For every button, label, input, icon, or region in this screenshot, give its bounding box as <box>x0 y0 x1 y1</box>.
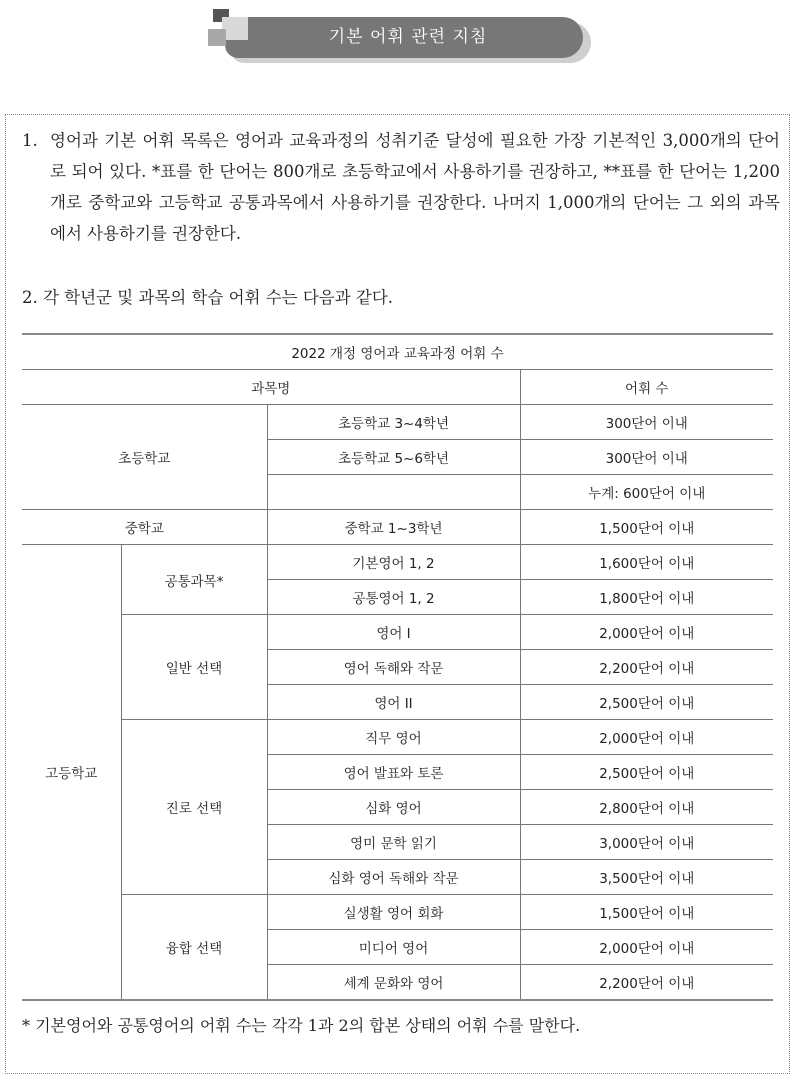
category-middle: 중학교 <box>22 510 267 545</box>
table-header-row <box>22 370 773 405</box>
header-subject: 과목명 <box>22 370 520 405</box>
count-cell: 3,000단어 이내 <box>520 825 773 860</box>
subject-cell: 기본영어 1, 2 <box>267 545 520 580</box>
subject-cell: 초등학교 5~6학년 <box>267 440 520 475</box>
subject-cell: 직무 영어 <box>267 720 520 755</box>
section-banner <box>0 0 800 70</box>
subject-cell: 영어 I <box>267 615 520 650</box>
count-cell: 2,500단어 이내 <box>520 755 773 790</box>
subject-cell: 영미 문학 읽기 <box>267 825 520 860</box>
paragraph-text: 각 학년군 및 과목의 학습 어휘 수는 다음과 같다. <box>43 288 394 307</box>
count-cell: 2,500단어 이내 <box>520 685 773 720</box>
table-title-row <box>22 334 773 370</box>
subject-cell: 실생활 영어 회화 <box>267 895 520 930</box>
table-row <box>22 895 773 930</box>
count-cell: 1,500단어 이내 <box>520 895 773 930</box>
count-cell: 누계: 600단어 이내 <box>520 475 773 510</box>
subject-cell: 세계 문화와 영어 <box>267 965 520 1001</box>
paragraph-number: 2. <box>22 288 38 307</box>
count-cell: 2,200단어 이내 <box>520 965 773 1001</box>
subject-cell: 미디어 영어 <box>267 930 520 965</box>
table-row <box>22 720 773 755</box>
count-cell: 2,200단어 이내 <box>520 650 773 685</box>
category-elementary: 초등학교 <box>22 405 267 510</box>
table-title: 2022 개정 영어과 교육과정 어휘 수 <box>22 334 773 370</box>
group-convergence-elective: 융합 선택 <box>121 895 267 1001</box>
vocabulary-count-table <box>22 333 773 1001</box>
count-cell: 1,800단어 이내 <box>520 580 773 615</box>
subject-cell: 심화 영어 <box>267 790 520 825</box>
decorative-square-mid <box>208 29 226 46</box>
count-cell: 2,000단어 이내 <box>520 615 773 650</box>
subject-cell: 공통영어 1, 2 <box>267 580 520 615</box>
subject-cell: 영어 II <box>267 685 520 720</box>
table-row <box>22 510 773 545</box>
table-row <box>22 615 773 650</box>
table-footnote: * 기본영어와 공통영어의 어휘 수는 각각 1과 2의 합본 상태의 어휘 수를 말한다. <box>22 1016 581 1035</box>
table-row <box>22 405 773 440</box>
count-cell: 300단어 이내 <box>520 405 773 440</box>
group-common: 공통과목* <box>121 545 267 615</box>
subject-cell: 심화 영어 독해와 작문 <box>267 860 520 895</box>
count-cell: 3,500단어 이내 <box>520 860 773 895</box>
count-cell: 2,800단어 이내 <box>520 790 773 825</box>
count-cell: 1,600단어 이내 <box>520 545 773 580</box>
paragraph-1 <box>22 125 780 249</box>
count-cell: 2,000단어 이내 <box>520 930 773 965</box>
subject-cell: 영어 발표와 토론 <box>267 755 520 790</box>
paragraph-number: 1. <box>22 131 38 150</box>
table-row <box>22 545 773 580</box>
category-high: 고등학교 <box>22 545 121 1001</box>
group-general-elective: 일반 선택 <box>121 615 267 720</box>
group-career-elective: 진로 선택 <box>121 720 267 895</box>
count-cell: 1,500단어 이내 <box>520 510 773 545</box>
subject-cell: 초등학교 3~4학년 <box>267 405 520 440</box>
paragraph-2 <box>22 282 780 313</box>
count-cell: 2,000단어 이내 <box>520 720 773 755</box>
subject-cell: 중학교 1~3학년 <box>267 510 520 545</box>
banner-title: 기본 어휘 관련 지침 <box>328 27 488 47</box>
count-cell: 300단어 이내 <box>520 440 773 475</box>
subject-cell: 영어 독해와 작문 <box>267 650 520 685</box>
header-count: 어휘 수 <box>520 370 773 405</box>
paragraph-text: 영어과 기본 어휘 목록은 영어과 교육과정의 성취기준 달성에 필요한 가장 기본적인 3,000개의 단어로 되어 있다. *표를 한 단어는 800개로 초등학교에서 사용하기를 권장하고, **표를 한 단어는 1,200개로 중학교와 고등학교 공통과목에서 사용하기를 권장한다. 나머지 1,000개의 단어는 그 외의 과목에서 사용하기를 권장한다. <box>50 131 780 243</box>
subject-cell <box>267 475 520 510</box>
